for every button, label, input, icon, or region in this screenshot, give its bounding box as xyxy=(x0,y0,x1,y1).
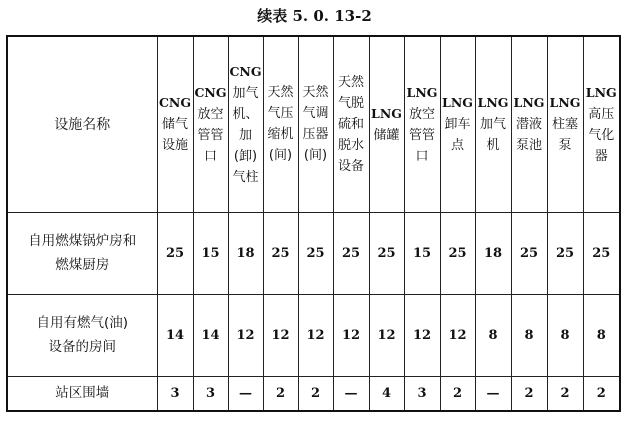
cell-line: 设施 xyxy=(161,138,188,154)
cell-line: 气化 xyxy=(588,127,615,143)
row-label xyxy=(7,376,157,411)
value-cell: 2 xyxy=(440,376,475,411)
cell-line: CNG xyxy=(194,84,227,100)
spacing-table xyxy=(6,35,621,412)
table-row xyxy=(7,376,620,411)
cell-line: 潜液 xyxy=(515,117,542,133)
table-row xyxy=(7,212,620,294)
value-cell: 25 xyxy=(157,212,193,294)
cell-line: 站区围墙 xyxy=(55,385,110,402)
row-label xyxy=(7,212,157,294)
header-corner-cell: 设施名称 xyxy=(7,36,157,212)
cell-line: (间) xyxy=(268,148,293,164)
cell-line: 加气 xyxy=(232,85,259,101)
cell-line: LNG xyxy=(585,84,617,100)
cell-line: LNG xyxy=(549,95,581,111)
value-cell: 25 xyxy=(263,212,298,294)
table-caption: 续表 5. 0. 13-2 xyxy=(257,7,372,25)
value-cell: 18 xyxy=(475,212,511,294)
value-cell: 25 xyxy=(440,212,475,294)
column-header xyxy=(404,36,440,212)
cell-line: 器 xyxy=(594,148,608,164)
value-cell: — xyxy=(475,376,511,411)
value-cell: 15 xyxy=(193,212,228,294)
cell-line: 燃煤厨房 xyxy=(55,257,110,273)
cell-line: 口 xyxy=(415,148,429,164)
cell-line: 管管 xyxy=(197,127,224,143)
cell-line: 高压 xyxy=(588,106,615,122)
value-cell: 2 xyxy=(511,376,547,411)
cell-line: 加 xyxy=(238,127,252,143)
cell-line: 天然 xyxy=(337,74,364,90)
cell-line: 气脱 xyxy=(337,95,364,111)
header-row xyxy=(7,36,620,212)
cell-line: LNG xyxy=(406,84,438,100)
cell-line: 设备的房间 xyxy=(48,339,116,355)
value-cell: 8 xyxy=(475,294,511,376)
cell-line: 气调 xyxy=(302,106,329,122)
cell-line: 放空 xyxy=(408,106,435,122)
cell-line: 口 xyxy=(203,148,217,164)
cell-line: 储气 xyxy=(161,117,188,133)
value-cell: 15 xyxy=(404,212,440,294)
value-cell: 12 xyxy=(440,294,475,376)
column-header xyxy=(511,36,547,212)
cell-line: LNG xyxy=(477,95,509,111)
value-cell: 12 xyxy=(298,294,333,376)
value-cell: 2 xyxy=(547,376,583,411)
cell-line: 管管 xyxy=(408,127,435,143)
cell-line: LNG xyxy=(371,105,402,121)
value-cell: 4 xyxy=(369,376,404,411)
cell-line: (卸) xyxy=(233,148,258,164)
cell-line: 硫和 xyxy=(337,116,364,132)
cell-line: 气压 xyxy=(267,106,294,122)
cell-line: 泵 xyxy=(558,138,572,154)
cell-line: 点 xyxy=(450,138,464,154)
value-cell: 8 xyxy=(583,294,620,376)
row-label xyxy=(7,294,157,376)
column-header xyxy=(193,36,228,212)
cell-line: CNG xyxy=(158,95,192,111)
cell-line: 设备 xyxy=(337,158,364,174)
cell-line: LNG xyxy=(442,95,473,111)
value-cell: 14 xyxy=(193,294,228,376)
cell-line: 天然 xyxy=(267,85,294,101)
value-cell: 12 xyxy=(263,294,298,376)
value-cell: 25 xyxy=(333,212,369,294)
cell-line: 柱塞 xyxy=(551,117,578,133)
cell-line: 卸车 xyxy=(444,117,471,133)
value-cell: 25 xyxy=(547,212,583,294)
cell-line: 脱水 xyxy=(337,137,364,153)
value-cell: 18 xyxy=(228,212,263,294)
column-header xyxy=(547,36,583,212)
cell-line: 储罐 xyxy=(373,127,400,143)
value-cell: 25 xyxy=(298,212,333,294)
value-cell: 8 xyxy=(547,294,583,376)
cell-line: 泵池 xyxy=(515,138,542,154)
cell-line: 压器 xyxy=(302,127,329,143)
value-cell: 8 xyxy=(511,294,547,376)
column-header xyxy=(298,36,333,212)
value-cell: 3 xyxy=(193,376,228,411)
cell-line: 气柱 xyxy=(232,169,259,185)
value-cell: 2 xyxy=(263,376,298,411)
cell-line: 自用有燃气(油) xyxy=(36,315,129,331)
cell-line: LNG xyxy=(513,95,545,111)
value-cell: 2 xyxy=(583,376,620,411)
value-cell: 12 xyxy=(333,294,369,376)
cell-line: 放空 xyxy=(197,106,224,122)
column-header xyxy=(263,36,298,212)
cell-line: 天然 xyxy=(302,85,329,101)
cell-line: 机、 xyxy=(232,106,259,122)
value-cell: 25 xyxy=(369,212,404,294)
column-header xyxy=(157,36,193,212)
value-cell: 12 xyxy=(404,294,440,376)
cell-line: 自用燃煤锅炉房和 xyxy=(28,233,137,249)
column-header xyxy=(333,36,369,212)
column-header xyxy=(475,36,511,212)
cell-line: 机 xyxy=(486,138,500,154)
value-cell: 12 xyxy=(228,294,263,376)
value-cell: — xyxy=(228,376,263,411)
table-row xyxy=(7,294,620,376)
value-cell: 25 xyxy=(511,212,547,294)
value-cell: 12 xyxy=(369,294,404,376)
column-header xyxy=(440,36,475,212)
value-cell: 25 xyxy=(583,212,620,294)
cell-line: 缩机 xyxy=(267,127,294,143)
value-cell: 3 xyxy=(404,376,440,411)
value-cell: 14 xyxy=(157,294,193,376)
column-header xyxy=(228,36,263,212)
cell-line: (间) xyxy=(303,148,328,164)
cell-line: 加气 xyxy=(479,117,506,133)
column-header xyxy=(583,36,620,212)
value-cell: — xyxy=(333,376,369,411)
value-cell: 3 xyxy=(157,376,193,411)
column-header xyxy=(369,36,404,212)
value-cell: 2 xyxy=(298,376,333,411)
cell-line: CNG xyxy=(229,63,262,79)
